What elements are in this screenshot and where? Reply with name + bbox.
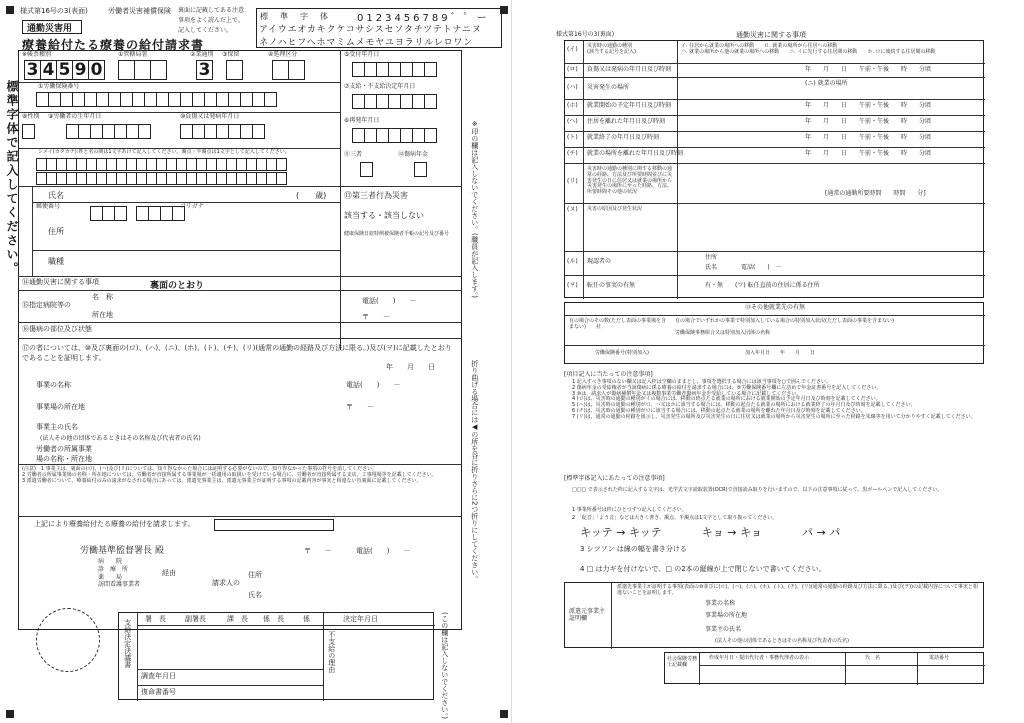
std-title: [標準字体記入にあたっての注意事項]	[564, 475, 665, 482]
postal-label: 郵便番号	[36, 203, 61, 210]
row-i-key: (イ)	[567, 46, 578, 53]
notes-body: 1 記入すべき事項のない欄又は記入枠は空欄のままとし、事項を選択する場合には該当事項を○で囲んでください。 2 傷病年金の受給権者が当該傷病に係る療養の給付を請求する場合には、⑤労働保険番号欄に左詰めで年金証書番号を記入してください。 3 ⑩は、請求人が傷病補償年金又は複数事業労働者傷病年金を受給している場合に記載してください。 4 (ロ)は、災害時の通勤の種別がイの場合には、移動の終点たる就業の場所における就業開始の予定年月日及び時刻を記載してください。 5 (ヘ)は、災害時の通勤の種別がロ、ハ又はホに該当する場合には、移動の起点たる就業の場所における就業終了の年月日及び時刻を記載してください。 6 (チ)は、災害時の通勤の種別がロに該当する場合には、移動の起点たる就業の場所を離れた年月日及び時刻を記載してください。 7 (リ)は、通常の通勤の経路を図示し、災害発生の場所及び災害発生の日に住居又は就業の場所から災害発生の場所に至った経路を朱線等を用いて分かりやすく記載してください。	[572, 379, 976, 420]
insurance-name: 労働者災害補償保険	[108, 7, 171, 15]
std-kana-1: アイウエオカキクケコサシスセソタチツテトナニヌ	[259, 25, 482, 35]
std-item-2: 2 「促音」「よう音」などは大きく書き、濁点、半濁点は1文字として取り扱ってください。	[572, 515, 778, 521]
employer-name-label: 事業主の氏名	[36, 423, 78, 431]
receipt-stamp	[36, 608, 100, 672]
stamp-staff: 係	[303, 615, 310, 623]
corp-note: (法人その他の団体であるときはその名称及び代表者の氏名)	[40, 435, 201, 442]
f7-label: ⑦支給・不支給決定年月日	[344, 83, 416, 90]
sharoushi-col-3: 電話番号	[929, 655, 950, 661]
row-i-value: イ. 住居から就業の場所への移動 ロ. 就業の場所から住居への移動 ハ. 就業の場所から他の就業の場所への移動 ニ. イに先行する住居間の移動 ホ. ロに後続する住居間の移動	[681, 43, 936, 55]
std-kana-2: ネノハヒフヘホマミムメモヤユヨラリルレロワン	[259, 38, 474, 48]
kana-cells-2[interactable]	[36, 172, 286, 185]
business-name-label: 事業の名称	[36, 381, 71, 389]
row-ri-value: [通常の通勤所要時間 時間 分]	[825, 190, 926, 197]
sharoushi-col-1: 作成年月日・提出代行者・事務代理者の表示	[709, 655, 810, 661]
divider	[18, 516, 462, 517]
f4-cells[interactable]	[272, 60, 304, 80]
divider	[32, 250, 340, 251]
birth-label: ⑨労働者の生年月日	[48, 113, 102, 120]
back-note-2: 事項をよく読んだ上で、	[178, 17, 244, 24]
sankyo-cells[interactable]	[360, 162, 372, 177]
decision-label: 支給決定決議書	[123, 619, 132, 668]
sex-label: ⑧性別	[22, 113, 40, 120]
row-wo-key: (ヲ)	[567, 282, 578, 289]
survey-date: 調査年月日	[141, 672, 176, 680]
dispatch-title: 派遣元事業主証明欄	[569, 608, 606, 622]
applicable-label[interactable]: 該当する・該当しない	[344, 211, 424, 220]
row-chi-label: 就業の場所を離れた年月日及び時刻	[587, 150, 684, 157]
f5-cells[interactable]	[352, 62, 436, 77]
commute-badge: 通勤災害用	[22, 20, 82, 34]
divider	[18, 186, 462, 187]
stamp-sub: 係 長	[263, 615, 284, 623]
job-label: 職種	[48, 257, 64, 266]
other-join-date: 加入年月日 年 月 日	[745, 350, 816, 356]
row-ru-label: 現認者の	[587, 258, 612, 265]
row-ro-key: (ロ)	[567, 66, 578, 73]
std-example-3: 3 シツソン は線の幅を書き分ける	[580, 545, 687, 553]
f1-label: ①管轄局署	[118, 51, 148, 58]
back-form-number: 様式第16号の3(裏面)	[556, 31, 615, 38]
row-ro-label: 負傷又は発病の年月日及び時刻	[587, 66, 672, 73]
name-label: 氏名	[48, 191, 64, 200]
row-to-value: 年 月 日 午前・午後 時 分頃	[805, 134, 932, 141]
hospital-tel: 電話( ) －	[362, 297, 417, 305]
stamp-chief: 署 長	[145, 615, 166, 623]
col-divider	[340, 50, 341, 350]
kana-cells-1[interactable]	[36, 158, 286, 171]
sharoushi-col-2: 氏 名	[865, 655, 881, 661]
age-label: ( 歳)	[296, 191, 327, 200]
hospital-types: 病 院 診 療 所 薬 局 訪問看護事業者	[98, 558, 141, 589]
divider	[137, 685, 323, 686]
address-label: 住所	[48, 227, 64, 236]
dispatch-name: 事業の名称	[705, 600, 736, 607]
sankyo-label: ⑪三者	[344, 151, 363, 158]
f3-label: ③保留	[222, 51, 240, 58]
hospital-name-label: 名 称	[92, 293, 113, 301]
side-note: 標準字体で記入してください。	[5, 80, 19, 276]
commute-table	[564, 40, 984, 298]
other-org: 労働保険事務組合又は特別加入団体の名称	[675, 330, 771, 336]
dispatch-addr: 事業場の所在地	[705, 612, 748, 619]
hospital-postal: 〒 －	[362, 313, 390, 321]
postal-cells[interactable]	[90, 206, 126, 221]
decision-box	[118, 612, 434, 700]
back-header: 通勤災害に関する事項	[736, 31, 806, 39]
divider	[18, 276, 462, 277]
std-example-4: 4 □ は力ギを付けないで、□ の2本の縦線が上で閉じないで書いてください。	[580, 565, 826, 573]
stamp-section: 課 長	[227, 615, 248, 623]
std-digits: 0123456789゛゜ー	[357, 13, 490, 24]
f2-cells[interactable]: 3	[196, 60, 212, 80]
sex-cells[interactable]	[22, 124, 34, 139]
injury-part-label: ⑯傷病の部位及び状態	[22, 325, 92, 333]
form-title: 療養給付たる療養の給付請求書	[22, 38, 205, 52]
row-chi-key: (チ)	[567, 150, 578, 157]
sharoushi-box	[664, 652, 984, 684]
business-addr-label: 事業場の所在地	[36, 403, 85, 411]
form-number: 様式第16号の3(表面)	[20, 7, 88, 15]
f2-label: ②業通別	[190, 51, 214, 58]
divider	[18, 322, 462, 323]
row-to-key: (ト)	[567, 134, 578, 141]
back-page	[516, 0, 1024, 723]
health-ins-label: 健康保険日雇特例被保険者手帳の記号及び番号	[344, 231, 450, 237]
employer-statement: ⑰の者については、⑩及び裏面の(ロ)、(ハ)、(ニ)、(ホ)、(ト)、(チ)、(リ)(通常の通勤の経路及び方法に限る。)及び(ヲ)に記載したとおりであることを証明します。	[22, 344, 452, 362]
row-ha-label: 災害発生の場所	[587, 84, 630, 91]
row-to-label: 就業終了の年月日及び時刻	[587, 134, 660, 141]
other-count: 有の場合のその数(ただし表面の事業場を含まない) 社	[569, 318, 666, 330]
stamp-deputy: 副署長	[185, 615, 206, 623]
row-wo-value: 有・無 (ワ) 転任直前の住居に係る住所	[705, 282, 820, 289]
row-ho-value: 年 月 日 午前・午後 時 分頃	[805, 102, 932, 109]
requester-address: 住所	[248, 571, 262, 579]
request-date-box[interactable]	[214, 519, 334, 531]
requester-tel: 電話( ) －	[356, 547, 411, 555]
divider	[137, 613, 138, 701]
sharoushi-label: 社会保険労務士記載欄	[667, 656, 698, 668]
row-wo-label: 転任の事実の有無	[587, 282, 636, 289]
row-ho-key: (ホ)	[567, 102, 578, 109]
requester-postal: 〒 －	[304, 547, 332, 555]
divider	[137, 625, 435, 626]
f6-label: ⑥再発年月日	[344, 117, 380, 124]
f4-label: ④処理区分	[268, 51, 298, 58]
divider	[18, 290, 462, 291]
back-note-3: 記入してください。	[178, 27, 233, 34]
commute-items-value: 裏面のとおり	[150, 281, 205, 291]
third-party-label: ⑬第三者行為災害	[344, 191, 408, 200]
row-ru-value: 住所 氏名 電話( ) －	[705, 254, 782, 271]
labor-office: 労働基準監督署長 殿	[80, 546, 164, 556]
divider	[137, 669, 323, 670]
row-he-label: 住居を離れた年月日及び時刻	[587, 118, 666, 125]
row-nu-key: (ヌ)	[567, 206, 578, 213]
standard-font-table	[256, 8, 502, 48]
row-ri-label: 災害時の通勤の種別に関する移動の通常の経路、方法及び所要時間並びに災害発生の日に住居又は就業の場所から災害発生の場所に至った経路、方法、所要時間その他の状況	[587, 166, 673, 195]
statement-date: 年 月 日	[386, 363, 435, 371]
f5-label: ⑤受付年月日	[344, 51, 380, 58]
requester-label: 請求人の	[212, 579, 240, 587]
birth-cells[interactable]	[66, 124, 150, 139]
corner-mark	[6, 710, 14, 718]
staff-note: ※印の欄は記入しないでください。(職員が記入します。)	[470, 120, 479, 298]
kana-note: シメイ(カタカナ):姓と名の間は1文字あけて記入してください。濁点・半濁点は1文字として記入してください。	[38, 149, 290, 155]
row-ho-label: 就業開始の予定年月日及び時刻	[587, 102, 672, 109]
row-he-value: 年 月 日 午前・午後 時 分頃	[805, 118, 932, 125]
insno-cells[interactable]	[36, 92, 276, 107]
hospital-addr-label: 所在地	[92, 311, 113, 319]
tanshiki-label: ⑫傷病年金	[398, 151, 429, 158]
divider	[18, 338, 462, 339]
furigana-label: フリガナ	[180, 203, 204, 210]
via-label: 経由	[162, 569, 176, 577]
workplace-label-2: 場の名称・所在地	[36, 455, 92, 463]
corner-mark	[500, 6, 508, 14]
other-employment-header: ⑬その他就業先の有無	[745, 304, 806, 311]
notes-title: [項目記入に当たっての注意事項]	[564, 371, 653, 378]
row-ro-value: 年 月 日 午前・午後 時 分頃	[805, 66, 932, 73]
divider	[18, 464, 462, 465]
tanshiki-cells[interactable]	[414, 162, 426, 177]
f6-cells[interactable]	[352, 128, 436, 143]
fold-note: 折り曲げる場合には◀の所を谷に折りさらに2つ折りにしてください。	[470, 360, 479, 583]
row-he-key: (ヘ)	[567, 118, 578, 125]
row-i-label: 災害時の通勤の種別 (該当する記号を記入)	[587, 43, 636, 55]
f3-cells[interactable]	[226, 60, 242, 80]
f1-cells[interactable]	[118, 60, 166, 80]
workplace-label-1: 労働者の所属事業	[36, 445, 92, 453]
corner-mark	[500, 710, 508, 718]
std-examples: キッテ → キッテ キョ → キョ パ → パ	[580, 526, 841, 539]
injury-cells[interactable]	[180, 124, 264, 139]
other-employment-table	[564, 302, 984, 364]
hospital-label: ⑮指定病院等の	[22, 301, 71, 309]
bottom-side-note: (この欄は記入しないでください。)	[440, 612, 449, 719]
row-ha-value: (ニ) 就業の場所	[805, 80, 848, 87]
report-no: 復命書番号	[141, 688, 176, 696]
other-insno: 労働保険番号(特別加入)	[595, 350, 649, 356]
reject-reason: 不支給の理由	[327, 631, 336, 673]
corner-mark	[6, 6, 14, 14]
requester-name: 氏名	[248, 591, 262, 599]
request-text: 上記により療養給付たる療養の給付を請求します。	[34, 520, 195, 528]
f7-cells[interactable]	[352, 94, 436, 109]
business-postal: 〒 －	[346, 403, 374, 411]
dispatch-owner: 事業主の氏名	[705, 626, 742, 633]
divider	[323, 613, 324, 701]
worker-col	[32, 186, 33, 276]
postal-cells-2[interactable]	[136, 206, 184, 221]
stamp-date: 決定年月日	[343, 615, 378, 623]
dispatch-corp: (法人その他の団体であるときはその名称及び代表者の氏名)	[715, 638, 849, 644]
type-digits: 3 4 5 9 0	[24, 60, 104, 80]
dispatch-text: 派遣先事業主が証明する事項(表面の⑩並びに(ロ)、(ハ)、(ニ)、(ホ)、(ト)、(チ)、(リ)(通常の通勤の経路及び方法に限る。)及び(ヲ))の記載内容について事実と相違ないことを証明します。	[617, 584, 978, 596]
row-chi-value: 年 月 日 午前・午後 時 分頃	[805, 150, 932, 157]
std-note: □□□ で表示された枠に記入する文字は、光学式文字読取装置(OCR)で直接読み取りを行いますので、以下の注意事項に従って、黒ボールペンで記入してください。	[572, 487, 943, 493]
business-tel: 電話( ) －	[346, 381, 401, 389]
row-ha-key: (ハ)	[567, 84, 578, 91]
insno-label: ①労働保険番号	[38, 83, 80, 90]
injury-label: ⑩負傷又は発病年月日	[180, 113, 240, 120]
row-nu-label: 災害の原因及び発生状況	[587, 206, 643, 212]
other-status: 有の場合でいずれかの事業で特別加入している場合の特別加入状況(ただし表面の事業を含まない)	[675, 318, 894, 324]
row-ri-key: (リ)	[567, 178, 578, 185]
std-item-1: 1 事業所番号は枠にひとつずつ記入してください。	[572, 507, 687, 513]
back-note-1: 裏面に記載してある注意	[178, 7, 245, 14]
commute-items-label: ⑭通勤災害に関する事項	[22, 278, 99, 286]
std-label: 標 準 字 体	[260, 12, 330, 21]
dispatch-box	[564, 582, 984, 648]
front-notes: (注意) 1 事業主は、裏面の(ロ)、(ハ)及び(リ)については、知り得なかった場合には証明する必要がないので、知り得なかった事項の符号を消してください。 2 労働者の所属事業場の名称・所在地については、労働者が直接所属する事業場が一括適用の取扱いを受けている場合に、労働者が直接所属する支店、工事現場等を記載してください。 3 派遣労働者について、療養給付のみの請求がなされる場合にあっては、派遣先事業主は、派遣元事業主が証明する事項の記載内容が事実と相違ない旨裏面に記載してください。	[22, 466, 437, 484]
type-label: ※帳票種別	[22, 51, 52, 58]
row-ru-key: (ル)	[567, 258, 578, 265]
